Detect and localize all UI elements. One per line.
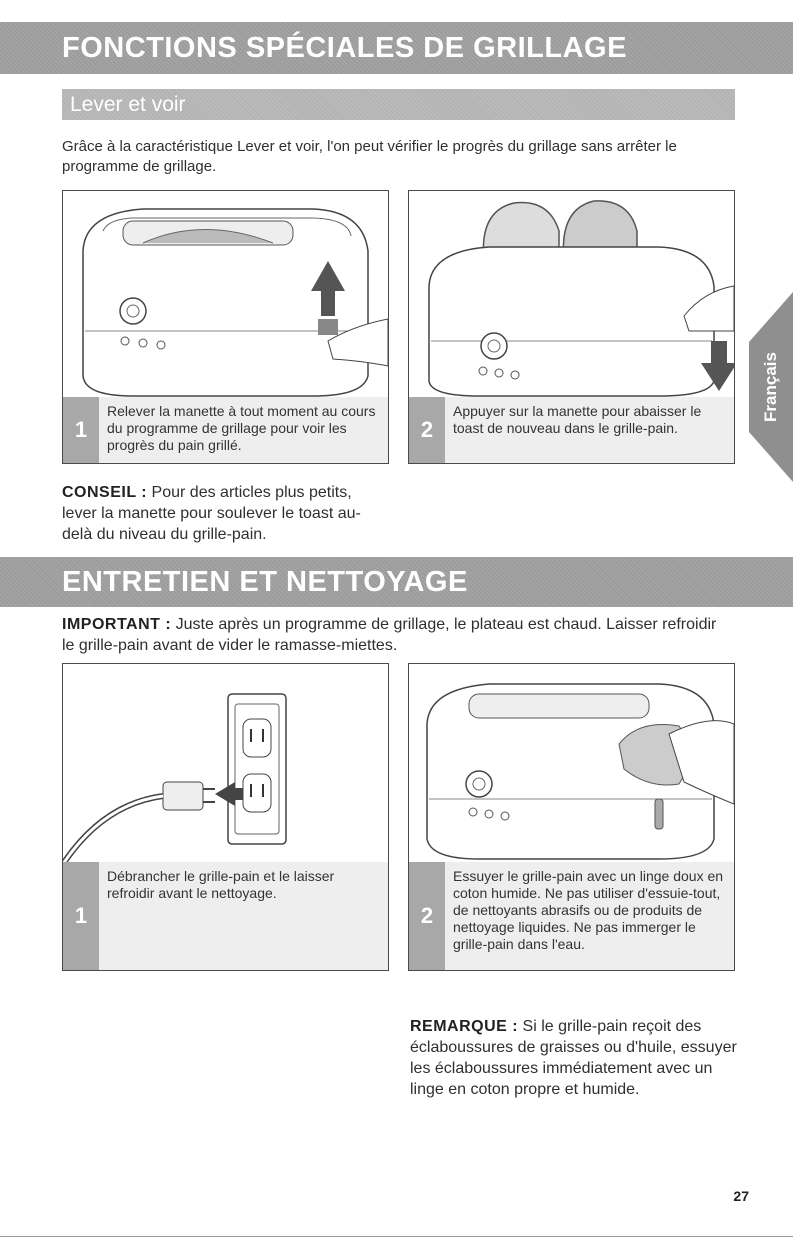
note-label: REMARQUE : <box>410 1018 519 1035</box>
step-text: Débrancher le grille-pain et le laisser refroidir avant le nettoyage. <box>107 868 335 901</box>
step-panel-lower-lever <box>408 190 735 464</box>
step-text: Relever la manette à tout moment au cours du programme de grillage pour voir les progrès du pain grillé. <box>107 403 376 453</box>
important-label: IMPORTANT : <box>62 616 172 633</box>
subsection-header-lift-and-look <box>62 89 735 120</box>
tip-text: Pour des articles plus petits, lever la manette pour soulever le toast au-delà du niveau du grille-pain. <box>62 484 361 543</box>
toaster-wipe-illustration <box>409 664 734 864</box>
note-paragraph <box>410 1016 740 1100</box>
step-caption <box>63 397 388 463</box>
toaster-lever-down-illustration <box>409 191 734 401</box>
unplug-outlet-illustration <box>63 664 388 864</box>
step-number: 2 <box>409 397 445 463</box>
subsection-title: Lever et voir <box>70 93 186 116</box>
step-panel-unplug <box>62 663 389 971</box>
important-text: Juste après un programme de grillage, le plateau est chaud. Laisser refroidir le grille-pain avant de vider le ramasse-miettes. <box>62 616 717 654</box>
important-paragraph <box>62 614 722 656</box>
step-text: Appuyer sur la manette pour abaisser le toast de nouveau dans le grille-pain. <box>453 403 702 436</box>
step-number: 1 <box>63 862 99 970</box>
section-header-cleaning <box>0 557 793 607</box>
step-caption <box>409 397 734 463</box>
section-title: FONCTIONS SPÉCIALES DE GRILLAGE <box>62 32 627 64</box>
step-number: 1 <box>63 397 99 463</box>
section-title: ENTRETIEN ET NETTOYAGE <box>62 566 468 598</box>
step-caption <box>63 862 388 970</box>
step-panel-wipe <box>408 663 735 971</box>
step-number: 2 <box>409 862 445 970</box>
page-number: 27 <box>733 1188 749 1204</box>
language-tab <box>749 292 793 482</box>
step-text: Essuyer le grille-pain avec un linge doux en coton humide. Ne pas utiliser d'essuie-tout, de nettoyants abrasifs ou de produits de nettoyage liquides. Ne pas immerger le grille-pain dans l'eau. <box>453 868 724 952</box>
intro-paragraph: Grâce à la caractéristique Lever et voir, l'on peut vérifier le progrès du grillage sans arrêter le programme de grillage. <box>62 138 677 175</box>
language-tab-label: Français <box>761 352 780 422</box>
tip-paragraph <box>62 482 382 545</box>
step-caption <box>409 862 734 970</box>
section-header-special-toasting <box>0 22 793 74</box>
step-panel-lift-lever <box>62 190 389 464</box>
tip-label: CONSEIL : <box>62 484 148 501</box>
bottom-rule <box>0 1236 793 1237</box>
toaster-lever-up-illustration <box>63 191 388 401</box>
note-text: Si le grille-pain reçoit des éclaboussures de graisses ou d'huile, essuyer les éclaboussures immédiatement avec un linge en coton propre et humide. <box>410 1018 737 1098</box>
